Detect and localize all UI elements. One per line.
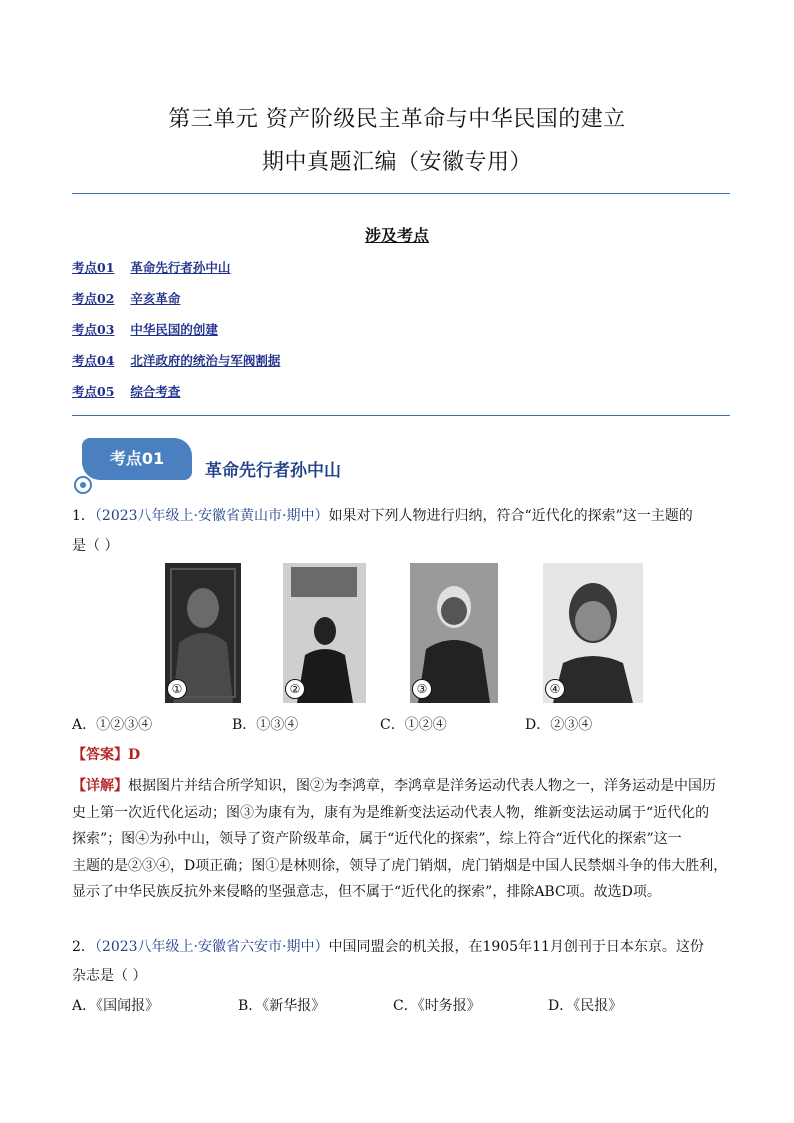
question-1-stem: 1．（2023八年级上·安徽省黄山市·期中）如果对下列人物进行归纳，符合“近代化的探索”这一主题的 [72,508,693,524]
portrait-4-label: ④ [545,679,565,699]
question-2-stem: 2．（2023八年级上·安徽省六安市·期中）中国同盟会的机关报，在1905年11月创刊于日本东京。这份 [72,939,704,955]
question-2-option-d[interactable]: D．《民报》 [548,998,623,1014]
portrait-2-label: ② [285,679,305,699]
portrait-1-label: ① [167,679,187,699]
question-1-option-a[interactable]: A．①②③④ [72,717,153,733]
question-1-answer: 【答案】D [72,747,141,763]
question-2-option-c[interactable]: C．《时务报》 [393,998,481,1014]
portrait-3-label: ③ [412,679,432,699]
toc-item-01[interactable]: 考点01 革命先行者孙中山 [72,260,231,275]
section-title: 革命先行者孙中山 [205,461,341,481]
toc-heading: 涉及考点 [364,226,429,245]
question-1-option-b[interactable]: B．①③④ [232,717,299,733]
document-title-line2: 期中真题汇编（安徽专用） [261,150,532,175]
section-badge [74,438,204,496]
section-badge-label: 考点01 [82,438,192,480]
portrait-1-image [165,563,241,703]
document-title-line1: 第三单元 资产阶级民主革命与中华民国的建立 [168,107,626,132]
question-1-option-c[interactable]: C．①②④ [380,717,447,733]
toc-item-03[interactable]: 考点03 中华民国的创建 [72,322,218,337]
question-1-option-d[interactable]: D．②③④ [525,717,593,733]
question-2-option-b[interactable]: B．《新华报》 [238,998,326,1014]
toc-item-02[interactable]: 考点02 辛亥革命 [72,291,181,306]
portrait-4-image [543,563,643,703]
divider-top [72,193,730,194]
question-2-stem-cont: 杂志是（ ） [72,968,147,984]
portrait-3-image [410,563,498,703]
toc-item-04[interactable]: 考点04 北洋政府的统治与军阀割据 [72,353,281,368]
portrait-2-image [283,563,366,703]
question-1-stem-cont: 是（ ） [72,538,119,554]
question-2-option-a[interactable]: A．《国闻报》 [72,998,160,1014]
divider-toc [72,415,730,416]
toc-item-05[interactable]: 考点05 综合考查 [72,384,181,399]
question-1-detail: 【详解】根据图片并结合所学知识，图②为李鸿章，李鸿章是洋务运动代表人物之一，洋务运动是中国历 史上第一次近代化运动；图③为康有为，康有为是维新变法运动代表人物，维新变法运动属于“近代化的 探索”；图④为孙中山，领导了资产阶级革命，属于“近代化的探索”，综上符合“近代化的探索”这一 主题的是②③④，D项正确；图①是林则徐，领导了虎门销烟，虎门销烟是中国人民禁烟斗争的伟大胜利， 显示了中华民族反抗外来侵略的坚强意志，但不属于“近代化的探索”，排除ABC项。故选D项。 [72,778,728,900]
badge-dot-icon [74,476,92,494]
